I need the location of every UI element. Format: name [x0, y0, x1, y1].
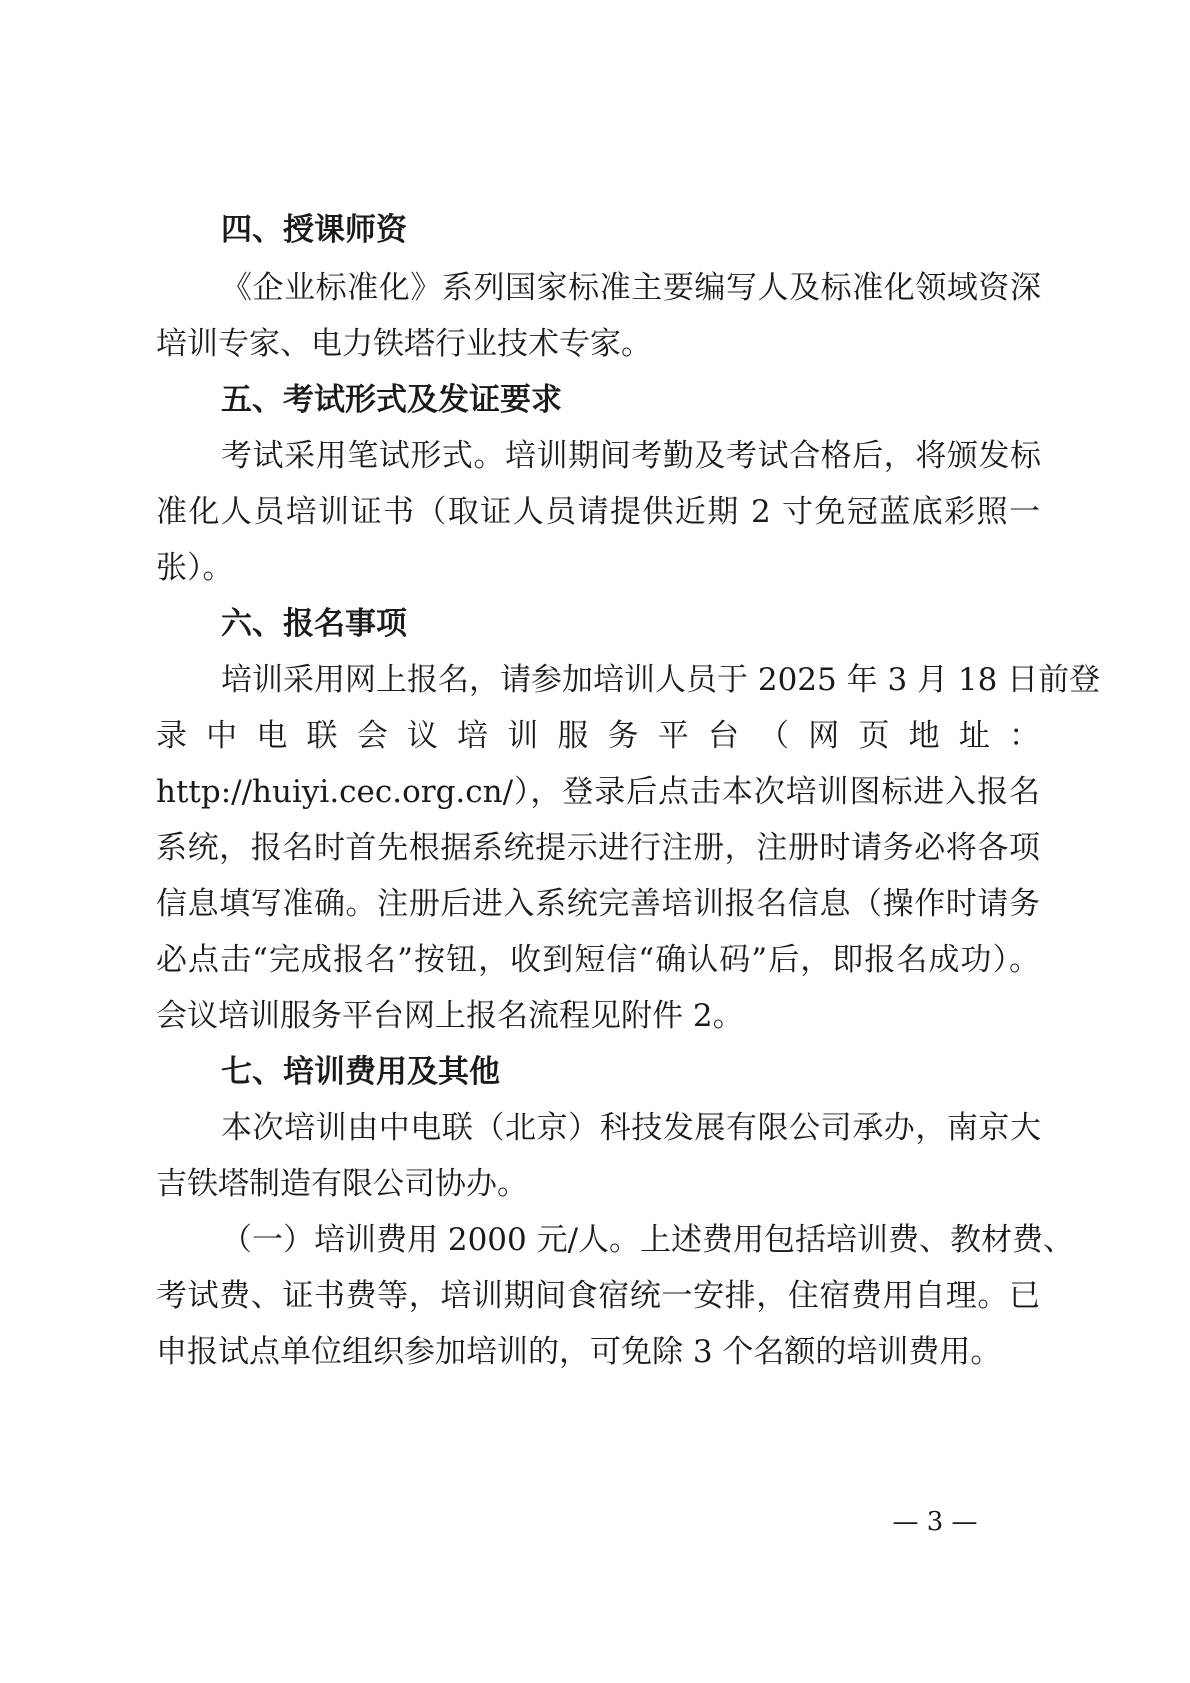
section-heading-teachers: 四、授课师资: [221, 212, 407, 248]
paragraph-line: 张）。: [156, 550, 234, 586]
paragraph-line: 系统，报名时首先根据系统提示进行注册，注册时请务必将各项: [156, 830, 1040, 866]
paragraph-line: 考试费、证书费等，培训期间食宿统一安排，住宿费用自理。已: [156, 1278, 1040, 1314]
paragraph-line: 准化人员培训证书（取证人员请提供近期 2 寸免冠蓝底彩照一: [156, 494, 1040, 530]
paragraph-line: 吉铁塔制造有限公司协办。: [156, 1166, 528, 1202]
paragraph-line: 本次培训由中电联（北京）科技发展有限公司承办，南京大: [221, 1110, 1041, 1146]
paragraph-line: 会议培训服务平台网上报名流程见附件 2。: [156, 998, 744, 1034]
paragraph-line: 必点击“完成报名”按钮，收到短信“确认码”后，即报名成功）。: [156, 942, 1040, 978]
section-heading-registration: 六、报名事项: [221, 606, 407, 642]
paragraph-line-url: http://huiyi.cec.org.cn/），登录后点击本次培训图标进入报名: [156, 774, 1040, 810]
paragraph-line: 信息填写准确。注册后进入系统完善培训报名信息（操作时请务: [156, 886, 1040, 922]
section-heading-fees: 七、培训费用及其他: [221, 1054, 500, 1090]
paragraph-line: 申报试点单位组织参加培训的，可免除 3 个名额的培训费用。: [156, 1334, 1002, 1370]
paragraph-line: 培训专家、电力铁塔行业技术专家。: [156, 326, 652, 362]
paragraph-line: 培训采用网上报名，请参加培训人员于 2025 年 3 月 18 日前登: [221, 662, 1101, 698]
paragraph-line: （一）培训费用 2000 元/人。上述费用包括培训费、教材费、: [221, 1222, 1075, 1258]
section-heading-exam: 五、考试形式及发证要求: [221, 382, 562, 418]
paragraph-line: 录中电联会议培训服务平台（网页地址：: [156, 718, 1040, 754]
page-number: — 3 —: [892, 1507, 978, 1537]
paragraph-line: 考试采用笔试形式。培训期间考勤及考试合格后，将颁发标: [221, 438, 1041, 474]
paragraph-line: 《企业标准化》系列国家标准主要编写人及标准化领域资深: [221, 270, 1041, 306]
